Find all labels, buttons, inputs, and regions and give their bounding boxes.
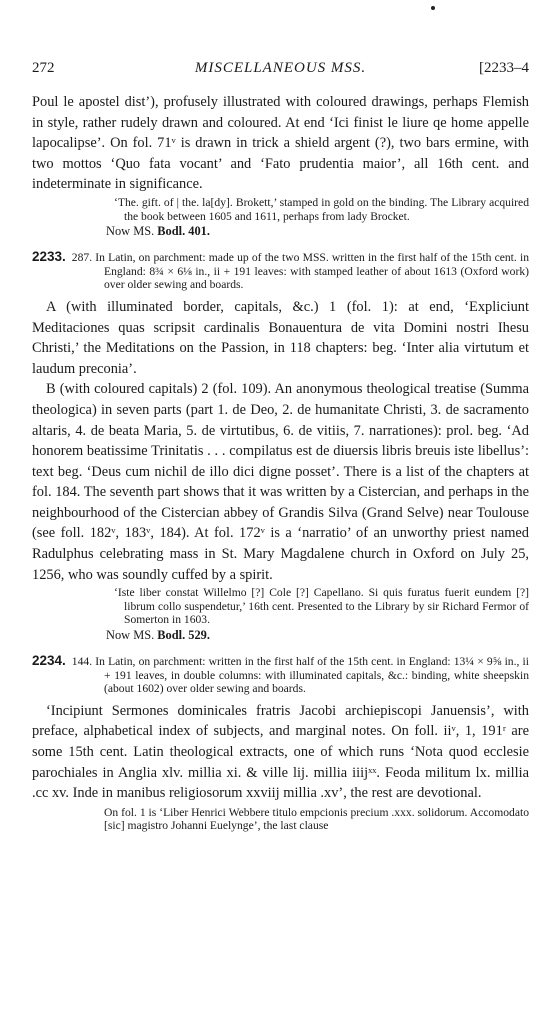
entry-number-2234: 2234. — [32, 653, 66, 669]
shelfmark-line-2 — [32, 628, 529, 643]
provenance-note-3: On fol. 1 is ‘Liber Henrici Webbere titulo empcionis precium .xxx. solidorum. Accomodato [sic] magistro Johanni Euelynge’, the last clause — [104, 805, 529, 833]
page-number: 272 — [32, 60, 55, 76]
paragraph-part-a: A (with illuminated border, capitals, &c.) 1 (fol. 1): at end, ‘Expliciunt Meditaciones quas scripsit cardinalis Bonauentura de vita Domini nostri Ihesu Christi,’ the Meditations on the Passion, in 118 chapters: beg. ‘Inter alia virtutum et laudum preconia’. — [32, 298, 529, 377]
shelfmark: Bodl. 401. — [157, 224, 210, 239]
page-body — [32, 92, 529, 833]
entry-range: [2233–4 — [479, 60, 529, 76]
entry-number-2233: 2233. — [32, 249, 66, 265]
entry-2233-text: 287. In Latin, on parchment: made up of the two MSS. written in the first half of the 15th cent. in England: 8¾ × 6⅛ in., ii + 191 leaves: with stamped leather of about 1613 (Oxford work) over older sewing and boards. — [71, 251, 529, 292]
shelfmark-prefix: Now MS. — [106, 224, 158, 239]
paragraph-part-b: B (with coloured capitals) 2 (fol. 109). An anonymous theological treatise (Summa theologica) in seven parts (part 1. de Deo, 2. de humanitate Christi, 3. de sacramento altaris, 4. de beata Maria, 5. de virtutibus, 6. de vitiis, 7. narrationes): prol. beg. ‘Ad honorem beatissime Trinitatis . . . compilatus est de diuersis libris breuis iste libellus’: text beg. ‘Deus cum nichil de illo dici digne posset’. There is a list of the chapters at fol. 184. The seventh part shows that it was written by a Cistercian, and perhaps in the neighbourhood of the Cistercian abbey of Grandis Silva (Grand Selve) near Toulouse (see foll. 182ᵛ, 183ᵛ, 184). At fol. 172ᵛ is a ‘narratio’ of an unworthy priest named Radulphus celebrating mass in St. Mary Magdalene church in Oxford on July 25, 1256, who was soundly cuffed by a spirit. — [32, 381, 529, 583]
shelfmark-line-1 — [32, 224, 529, 239]
entry-2233-description — [32, 250, 529, 292]
entry-2234-description — [32, 654, 529, 696]
provenance-note-2: ‘Iste liber constat Willelmo [?] Cole [?] Capellano. Si quis furatus fuerit eundem [?] librum collo suspendetur,’ 16th cent. Presented to the Library by sir Richard Fermor of Somerton in 1603. — [114, 586, 529, 627]
shelfmark-prefix: Now MS. — [106, 628, 158, 643]
entry-2234-text: 144. In Latin, on parchment: written in the first half of the 15th cent. in England: 13¼ × 9⅝ in., ii + 191 leaves, in double columns: with illuminated capitals, &c.: binding, white sheepskin (about 1602) over older sewing and boards. — [71, 655, 529, 696]
running-header — [32, 60, 529, 80]
provenance-note-1: ‘The. gift. of | the. la[dy]. Brokett,’ stamped in gold on the binding. The Library acquired the book between 1605 and 1611, perhaps from lady Brocket. — [114, 195, 529, 223]
shelfmark: Bodl. 529. — [157, 628, 210, 643]
stray-mark — [431, 6, 435, 10]
running-title: MISCELLANEOUS MSS. — [194, 60, 367, 76]
paragraph-sermones: ‘Incipiunt Sermones dominicales fratris Jacobi archiepiscopi Januensis’, with preface, alphabetical index of subjects, and marginal notes. On foll. iiᵛ, 1, 191ʳ are some 15th cent. Latin theological extracts, one of which runs ‘Nota quod ecclesie parochiales in Anglia xlv. millia xi. & ville lij. millia iiijˣˣ. Feoda militum lx. millia .cc xv. Inde in manibus religiosorum xxviij millia .xv’, the rest are devotional. — [32, 702, 529, 802]
paragraph-continuation: Poul le apostel dist’), profusely illustrated with coloured drawings, perhaps Flemish in style, rather rudely drawn and coloured. At end ‘Ici finist le liure qe home appelle lapocalipse’. On fol. 71ᵛ is drawn in trick a shield argent (?), two bars ermine, with two mottos ‘Quo fata vocant’ and ‘Fato prudentia maior’, all 16th cent. and indeterminate in significance. — [32, 94, 529, 193]
